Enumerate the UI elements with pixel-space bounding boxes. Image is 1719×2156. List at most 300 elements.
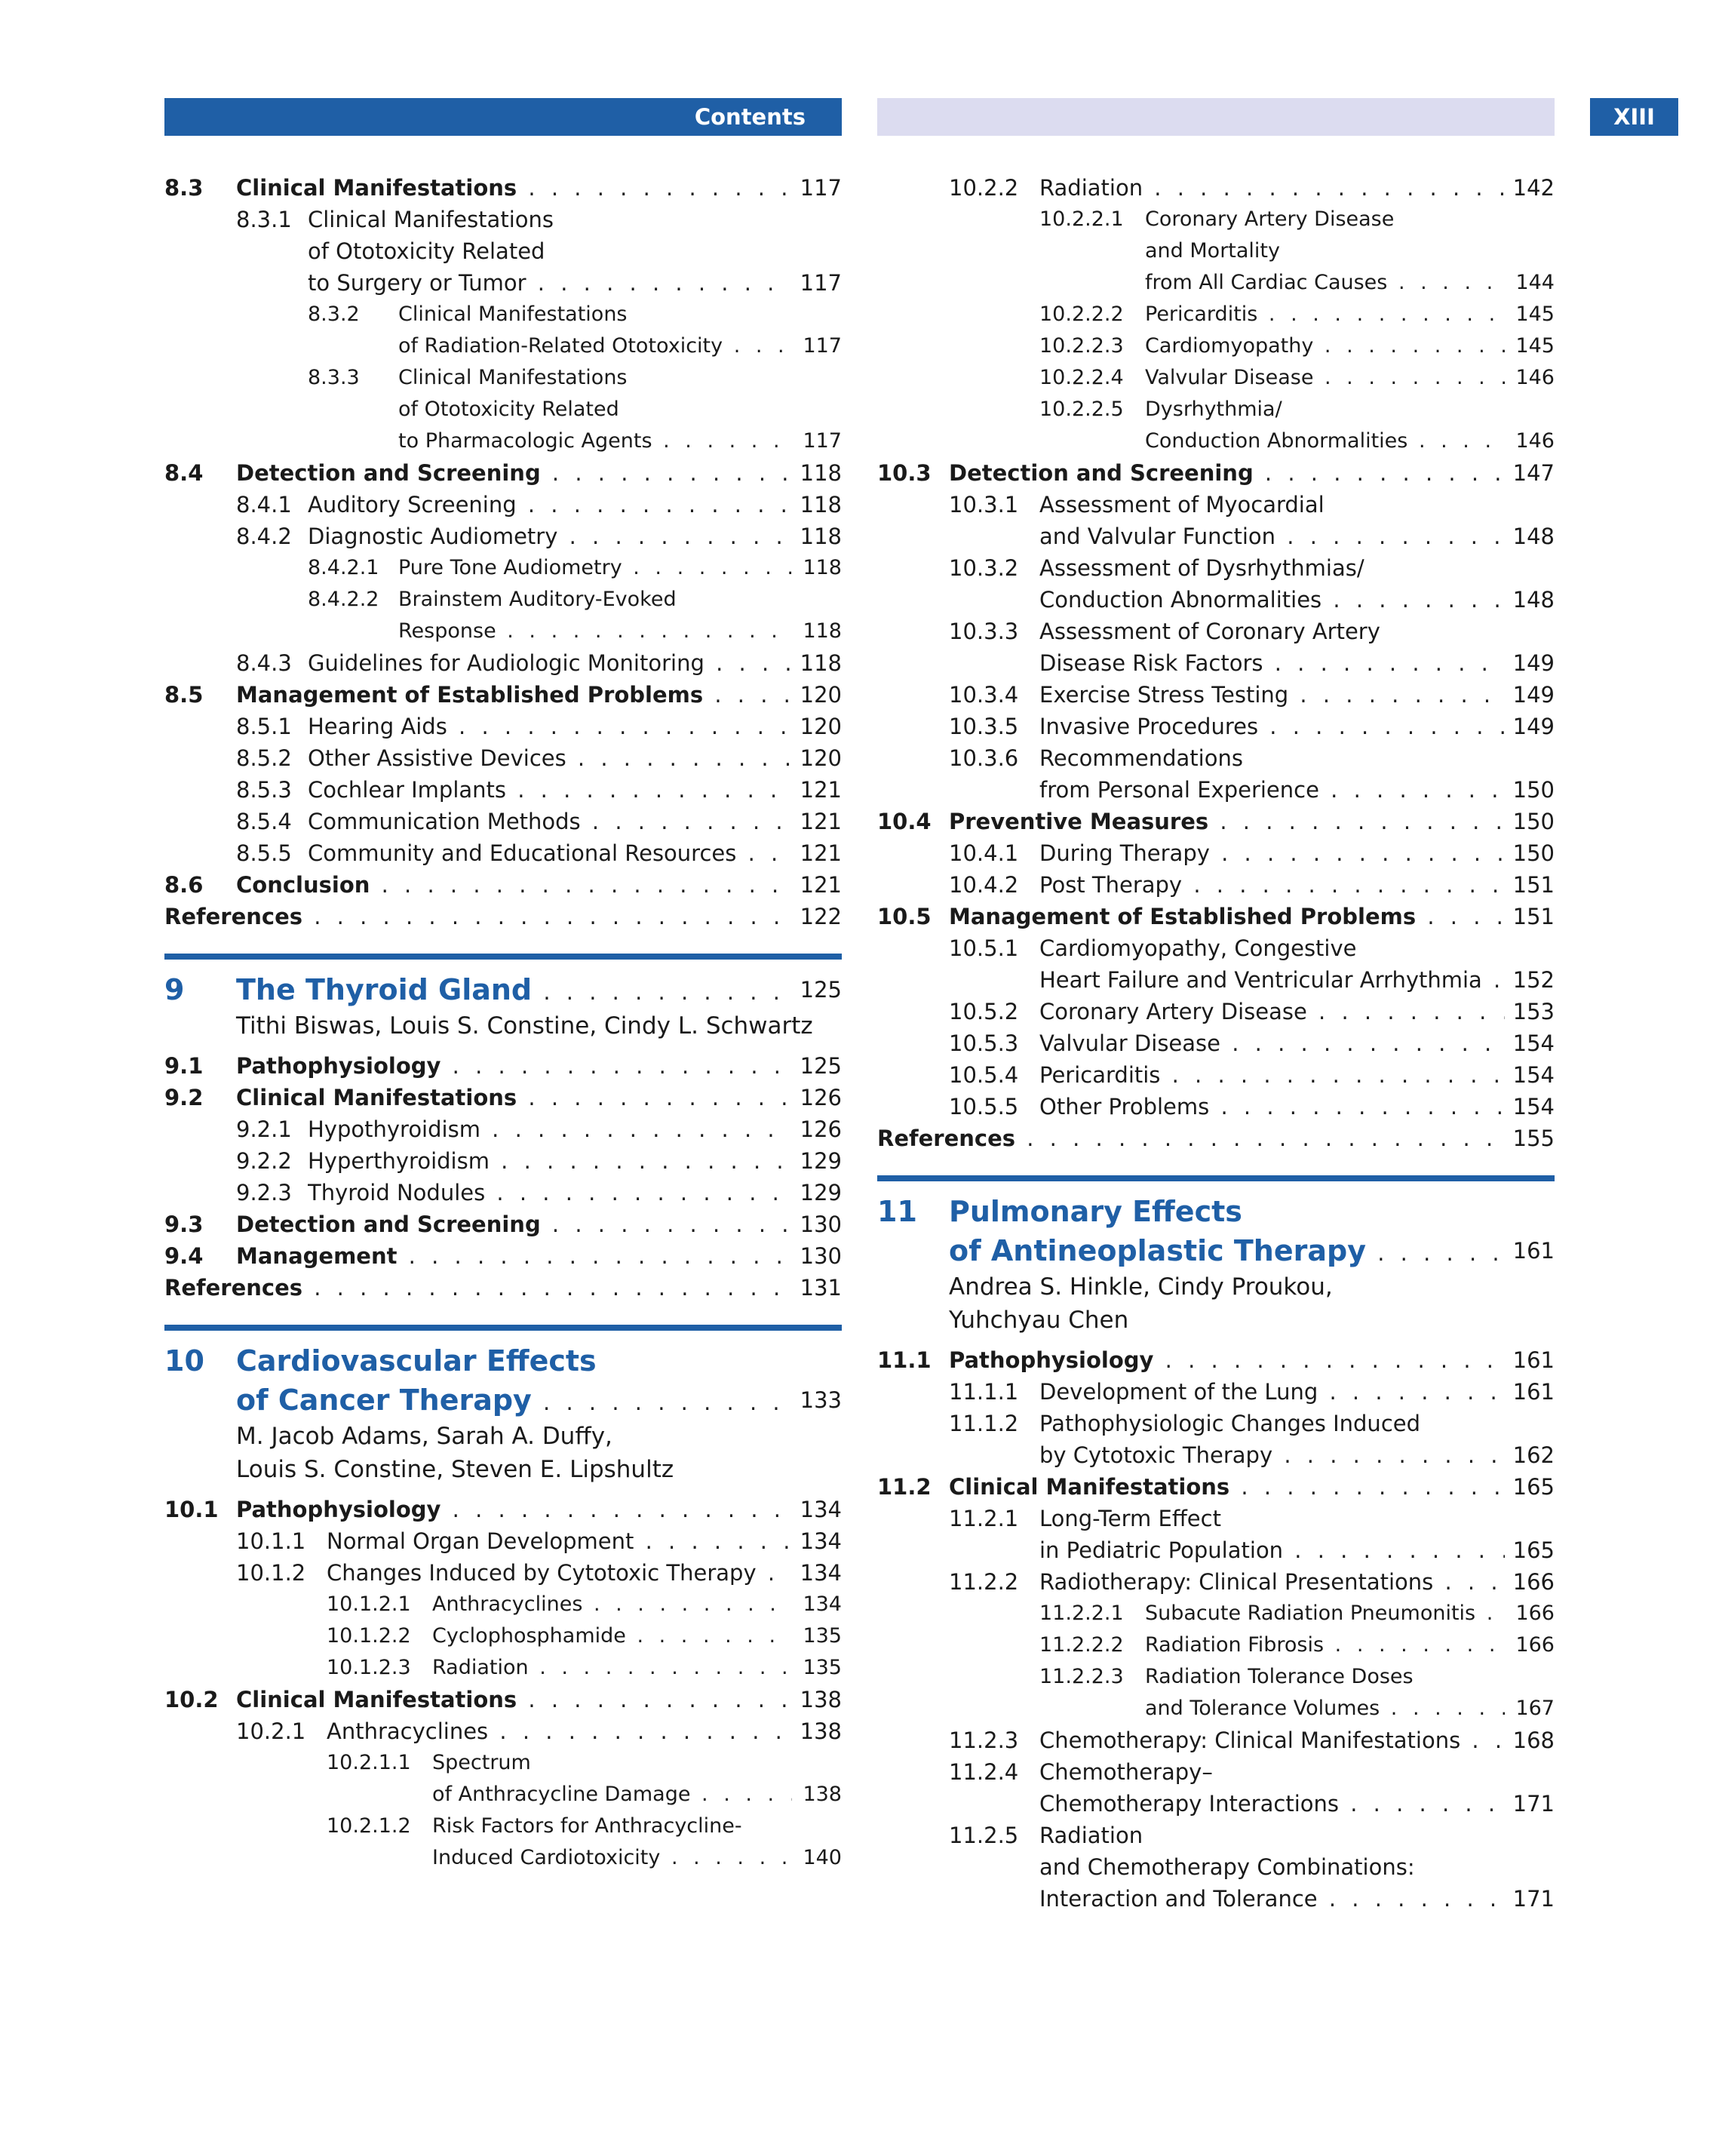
toc-entry[interactable]	[877, 1661, 1555, 1693]
toc-entry[interactable]	[877, 172, 1555, 204]
entry-number: 10.3.3	[949, 619, 1019, 644]
entry-number: 10.3.1	[949, 492, 1019, 518]
entry-title: Pathophysiology . . .	[949, 1344, 1555, 1376]
entry-page: 121	[792, 869, 842, 901]
entry-page: 154	[1505, 1091, 1555, 1123]
entry-page: 118	[792, 647, 842, 679]
entry-page: 149	[1505, 679, 1555, 711]
entry-number: 10.5.3	[949, 1030, 1019, 1056]
toc-entry[interactable]	[877, 1566, 1555, 1598]
toc-entry[interactable]	[877, 394, 1555, 425]
entry-page: 134	[792, 1525, 842, 1557]
spacer	[164, 1486, 842, 1494]
entry-page: 118	[792, 489, 842, 521]
entry-page: 138	[792, 1684, 842, 1715]
entry-title: Conclusion . . .	[236, 869, 842, 901]
entry-page: 134	[792, 1494, 842, 1525]
entry-page: 154	[1505, 1027, 1555, 1059]
toc-entry[interactable]	[164, 616, 842, 647]
entry-number: 9.2.2	[236, 1148, 292, 1174]
entry-page: 138	[792, 1715, 842, 1747]
toc-entry[interactable]	[877, 362, 1555, 394]
entry-page: 151	[1505, 869, 1555, 901]
entry-page: 140	[792, 1842, 842, 1874]
toc-entry[interactable]	[164, 1050, 842, 1082]
entry-number: 9.4	[164, 1243, 204, 1269]
toc-entry[interactable]	[877, 1091, 1555, 1123]
entry-page: 155	[1505, 1123, 1555, 1154]
entry-title: Risk Factors for Anthracycline-	[432, 1814, 742, 1838]
entry-title: Community and Educational Resources . . .	[308, 837, 842, 869]
entry-title: References . . .	[164, 1272, 842, 1304]
entry-page: 166	[1505, 1598, 1555, 1629]
toc-entry[interactable]	[164, 1747, 842, 1779]
entry-number: 10.1.2.3	[327, 1656, 411, 1679]
toc-entry[interactable]	[877, 584, 1555, 616]
toc-entry[interactable]	[877, 1439, 1555, 1471]
entry-page: 162	[1505, 1439, 1555, 1471]
entry-page: 120	[792, 679, 842, 711]
entry-number: 8.4	[164, 460, 204, 486]
toc-entry[interactable]	[164, 1082, 842, 1113]
toc-entry[interactable]	[164, 1810, 842, 1842]
entry-title: Other Assistive Devices . . .	[308, 742, 842, 774]
entry-number: 10.4.1	[949, 840, 1019, 866]
entry-number: 10.3.4	[949, 682, 1019, 708]
chapter-title[interactable]: The Thyroid Gland . . .	[236, 970, 842, 1009]
toc-entry[interactable]	[877, 235, 1555, 267]
entry-title: Valvular Disease . . .	[1145, 362, 1555, 394]
toc-entry[interactable]	[877, 267, 1555, 299]
entry-page: 166	[1505, 1629, 1555, 1661]
chapter-page: 133	[792, 1381, 842, 1420]
toc-entry[interactable]	[877, 1471, 1555, 1503]
toc-entry[interactable]	[877, 616, 1555, 647]
chapter-authors: Yuhchyau Chen	[949, 1307, 1129, 1334]
entry-page: 145	[1505, 330, 1555, 362]
toc-entry[interactable]	[877, 1788, 1555, 1820]
toc-entry[interactable]	[877, 1344, 1555, 1376]
toc-entry[interactable]	[164, 1145, 842, 1177]
entry-title: from All Cardiac Causes . . .	[1145, 267, 1555, 299]
entry-page: 120	[792, 711, 842, 742]
toc-column-right	[877, 172, 1555, 1915]
toc-entry[interactable]	[877, 774, 1555, 806]
toc-entry[interactable]	[877, 457, 1555, 489]
toc-entry[interactable]	[164, 1113, 842, 1145]
entry-title: Hearing Aids . . .	[308, 711, 842, 742]
entry-title: Clinical Manifestations . . .	[236, 1684, 842, 1715]
entry-title: Cochlear Implants . . .	[308, 774, 842, 806]
entry-title: in Pediatric Population . . .	[1039, 1534, 1555, 1566]
entry-title: Assessment of Myocardial	[1039, 492, 1325, 518]
entry-title: Clinical Manifestations	[398, 303, 628, 326]
entry-page: 118	[792, 616, 842, 647]
entry-title: Chemotherapy Interactions . . .	[1039, 1788, 1555, 1820]
chapter-title[interactable]: of Antineoplastic Therapy . . .	[949, 1231, 1555, 1270]
entry-number: 8.4.1	[236, 492, 292, 518]
toc-entry[interactable]	[877, 1376, 1555, 1408]
chapter-title-row	[164, 1341, 842, 1381]
entry-title: to Surgery or Tumor . . .	[308, 267, 842, 299]
toc-entry[interactable]	[164, 1557, 842, 1589]
entry-number: 8.4.2.2	[308, 588, 379, 611]
toc-entry[interactable]	[877, 1598, 1555, 1629]
entry-title: of Ototoxicity Related	[308, 238, 545, 264]
toc-entry[interactable]	[877, 996, 1555, 1027]
toc-entry[interactable]	[164, 584, 842, 616]
chapter-number: 11	[877, 1195, 917, 1228]
toc-entry[interactable]	[164, 869, 842, 901]
chapter-authors: Andrea S. Hinkle, Cindy Proukou,	[949, 1273, 1333, 1301]
entry-number: 11.1.2	[949, 1411, 1019, 1436]
entry-page: 117	[792, 330, 842, 362]
entry-number: 10.2	[164, 1687, 219, 1712]
toc-entry[interactable]	[877, 932, 1555, 964]
entry-number: 10.5	[877, 904, 932, 929]
page-number: XIII	[1613, 104, 1655, 130]
entry-page: 171	[1505, 1883, 1555, 1915]
entry-number: 10.4.2	[949, 872, 1019, 898]
entry-page: 166	[1505, 1566, 1555, 1598]
toc-entry[interactable]	[877, 742, 1555, 774]
entry-page: 121	[792, 806, 842, 837]
toc-entry[interactable]	[877, 1059, 1555, 1091]
entry-page: 165	[1505, 1534, 1555, 1566]
header-band-light	[877, 98, 1555, 136]
entry-page: 161	[1505, 1376, 1555, 1408]
toc-entry[interactable]	[164, 204, 842, 235]
toc-entry[interactable]	[877, 1883, 1555, 1915]
entry-page: 146	[1505, 362, 1555, 394]
entry-page: 118	[792, 521, 842, 552]
toc-entry[interactable]	[164, 1177, 842, 1209]
entry-page: 135	[792, 1652, 842, 1684]
entry-page: 125	[792, 1050, 842, 1082]
entry-number: 9.3	[164, 1212, 204, 1237]
entry-number: 8.5.1	[236, 714, 292, 739]
toc-entry[interactable]	[877, 901, 1555, 932]
entry-number: 10.1.2.1	[327, 1592, 411, 1616]
entry-title: Development of the Lung . . .	[1039, 1376, 1555, 1408]
toc-entry[interactable]	[877, 647, 1555, 679]
entry-page: 122	[792, 901, 842, 932]
chapter-page: 125	[792, 970, 842, 1009]
entry-number: 8.3.1	[236, 207, 292, 232]
entry-number: 10.3.5	[949, 714, 1019, 739]
entry-number: 11.1	[877, 1347, 932, 1373]
chapter-10	[164, 1325, 842, 1494]
entry-title: Subacute Radiation Pneumonitis . . .	[1145, 1598, 1555, 1629]
entry-page: 126	[792, 1113, 842, 1145]
entry-title: Thyroid Nodules . . .	[308, 1177, 842, 1209]
toc-entry[interactable]	[877, 330, 1555, 362]
entry-title: Radiotherapy: Clinical Presentations . . .	[1039, 1566, 1555, 1598]
toc-entry[interactable]	[877, 204, 1555, 235]
entry-number: 10.4	[877, 809, 932, 834]
toc-entry[interactable]	[877, 1820, 1555, 1851]
toc-entry[interactable]	[164, 552, 842, 584]
entry-number: 8.5.4	[236, 809, 292, 834]
entry-page: 152	[1505, 964, 1555, 996]
entry-number: 8.5.2	[236, 745, 292, 771]
entry-title: Coronary Artery Disease . . .	[1039, 996, 1555, 1027]
toc-entry[interactable]	[164, 394, 842, 425]
entry-title: Pericarditis . . .	[1145, 299, 1555, 330]
entry-title: Dysrhythmia/	[1145, 398, 1282, 421]
toc-entry[interactable]	[164, 806, 842, 837]
toc-entry[interactable]	[877, 1408, 1555, 1439]
entry-number: 10.5.1	[949, 935, 1019, 961]
entry-title: Pericarditis . . .	[1039, 1059, 1555, 1091]
toc-entry[interactable]	[164, 1240, 842, 1272]
entry-title: Detection and Screening . . .	[949, 457, 1555, 489]
entry-page: 142	[1505, 172, 1555, 204]
toc-entry[interactable]	[164, 742, 842, 774]
entry-title: Normal Organ Development . . .	[327, 1525, 842, 1557]
entry-page: 130	[792, 1209, 842, 1240]
entry-page: 117	[792, 172, 842, 204]
entry-page: 129	[792, 1145, 842, 1177]
entry-title: Brainstem Auditory-Evoked	[398, 588, 677, 611]
entry-page: 149	[1505, 711, 1555, 742]
toc-entry[interactable]	[164, 711, 842, 742]
entry-page: 151	[1505, 901, 1555, 932]
entry-title: Induced Cardiotoxicity . . .	[432, 1842, 842, 1874]
toc-entry[interactable]	[877, 1123, 1555, 1154]
toc-entry[interactable]	[877, 1629, 1555, 1661]
entry-number: 11.2.4	[949, 1759, 1019, 1785]
contents-header-band	[164, 98, 842, 136]
entry-title: Hypothyroidism . . .	[308, 1113, 842, 1145]
entry-number: 8.3	[164, 175, 204, 201]
entry-number: 10.1.2.2	[327, 1624, 411, 1648]
entry-page: 149	[1505, 647, 1555, 679]
toc-entry[interactable]	[164, 489, 842, 521]
entry-title: Preventive Measures . . .	[949, 806, 1555, 837]
toc-entry[interactable]	[877, 1027, 1555, 1059]
entry-title: Radiation . . .	[1039, 172, 1555, 204]
toc-entry[interactable]	[164, 299, 842, 330]
entry-title: Cardiomyopathy, Congestive	[1039, 935, 1357, 961]
entry-number: 10.2.2.2	[1039, 303, 1124, 326]
entry-title: Pathophysiology . . .	[236, 1050, 842, 1082]
entry-number: 10.1.1	[236, 1528, 306, 1554]
entry-title: Anthracyclines . . .	[327, 1715, 842, 1747]
toc-entry[interactable]	[877, 425, 1555, 457]
entry-number: 9.2.1	[236, 1116, 292, 1142]
toc-entry[interactable]	[164, 330, 842, 362]
toc-entry[interactable]	[164, 172, 842, 204]
toc-entry[interactable]	[164, 1272, 842, 1304]
chapter-title-row	[164, 970, 842, 1009]
entry-number: 10.2.2.3	[1039, 334, 1124, 358]
toc-entry[interactable]	[877, 679, 1555, 711]
entry-page: 165	[1505, 1471, 1555, 1503]
spacer	[877, 1337, 1555, 1344]
chapter-11	[877, 1175, 1555, 1344]
entry-number: 8.3.3	[308, 366, 360, 389]
chapter-title[interactable]: Cardiovascular Effects	[236, 1344, 597, 1377]
entry-page: 145	[1505, 299, 1555, 330]
entry-title: Spectrum	[432, 1751, 531, 1774]
toc-entry[interactable]	[877, 489, 1555, 521]
chapter-number: 9	[164, 973, 185, 1006]
toc-entry[interactable]	[164, 1494, 842, 1525]
toc-entry[interactable]	[164, 679, 842, 711]
page-number-tab	[1590, 98, 1678, 136]
entry-title: Detection and Screening . . .	[236, 457, 842, 489]
entry-title: of Ototoxicity Related	[398, 398, 619, 421]
toc-entry[interactable]	[877, 837, 1555, 869]
entry-title: by Cytotoxic Therapy . . .	[1039, 1439, 1555, 1471]
entry-number: 11.2.2.2	[1039, 1633, 1124, 1657]
entry-page: 117	[792, 425, 842, 457]
entry-number: 10.3.2	[949, 555, 1019, 581]
entry-number: 10.5.4	[949, 1062, 1019, 1088]
toc-entry[interactable]	[877, 552, 1555, 584]
entry-number: 10.2.1.1	[327, 1751, 411, 1774]
chapter-title-row	[164, 1381, 842, 1420]
entry-page: 150	[1505, 806, 1555, 837]
entry-title: Response . . .	[398, 616, 842, 647]
entry-number: 9.1	[164, 1053, 204, 1079]
entry-title: Diagnostic Audiometry . . .	[308, 521, 842, 552]
toc-entry[interactable]	[877, 1503, 1555, 1534]
toc-entry[interactable]	[164, 1589, 842, 1620]
entry-number: 11.2.2.1	[1039, 1602, 1124, 1625]
entry-page: 153	[1505, 996, 1555, 1027]
entry-title: Cyclophosphamide . . .	[432, 1620, 842, 1652]
entry-number: 11.2	[877, 1474, 932, 1500]
entry-page: 150	[1505, 837, 1555, 869]
entry-number: 8.6	[164, 872, 204, 898]
entry-title: Radiation Fibrosis . . .	[1145, 1629, 1555, 1661]
entry-page: 167	[1505, 1693, 1555, 1724]
toc-entry[interactable]	[877, 1693, 1555, 1724]
toc-entry[interactable]	[877, 964, 1555, 996]
toc-entry[interactable]	[164, 837, 842, 869]
toc-entry[interactable]	[164, 1779, 842, 1810]
toc-entry[interactable]	[877, 521, 1555, 552]
entry-page: 130	[792, 1240, 842, 1272]
entry-title: Management of Established Problems . . .	[949, 901, 1555, 932]
chapter-title[interactable]: of Cancer Therapy . . .	[236, 1381, 842, 1420]
entry-title: Other Problems . . .	[1039, 1091, 1555, 1123]
entry-title: of Radiation-Related Ototoxicity . . .	[398, 330, 842, 362]
toc-entry[interactable]	[877, 806, 1555, 837]
entry-page: 147	[1505, 457, 1555, 489]
entry-page: 120	[792, 742, 842, 774]
toc-entry[interactable]	[877, 1756, 1555, 1788]
toc-entry[interactable]	[164, 1652, 842, 1684]
entry-page: 161	[1505, 1344, 1555, 1376]
toc-entry[interactable]	[164, 521, 842, 552]
entry-number: 10.2.2	[949, 175, 1019, 201]
toc-entry[interactable]	[877, 869, 1555, 901]
toc-entry[interactable]	[164, 774, 842, 806]
entry-title: Invasive Procedures . . .	[1039, 711, 1555, 742]
toc-entry[interactable]	[164, 1842, 842, 1874]
entry-title: Radiation Tolerance Doses	[1145, 1665, 1414, 1688]
entry-title: Auditory Screening . . .	[308, 489, 842, 521]
chapter-9	[164, 954, 842, 1050]
entry-page: 134	[792, 1589, 842, 1620]
entry-number: 11.2.2	[949, 1569, 1019, 1595]
entry-title: Pure Tone Audiometry . . .	[398, 552, 842, 584]
entry-number: 11.2.5	[949, 1823, 1019, 1848]
entry-number: 10.5.2	[949, 999, 1019, 1024]
entry-page: 118	[792, 552, 842, 584]
entry-title: Detection and Screening . . .	[236, 1209, 842, 1240]
entry-title: Assessment of Coronary Artery	[1039, 619, 1380, 644]
entry-title: Valvular Disease . . .	[1039, 1027, 1555, 1059]
toc-entry[interactable]	[877, 711, 1555, 742]
toc-entry[interactable]	[164, 267, 842, 299]
entry-page: 134	[792, 1557, 842, 1589]
entry-number: 10.1.2	[236, 1560, 306, 1586]
entry-title: During Therapy . . .	[1039, 837, 1555, 869]
entry-title: Assessment of Dysrhythmias/	[1039, 555, 1364, 581]
entry-title: References . . .	[164, 901, 842, 932]
entry-page: 168	[1505, 1724, 1555, 1756]
spacer	[164, 1043, 842, 1050]
entry-title: Clinical Manifestations . . .	[236, 172, 842, 204]
entry-page: 144	[1505, 267, 1555, 299]
entry-page: 117	[792, 267, 842, 299]
toc-entry[interactable]	[164, 647, 842, 679]
entry-number: 10.1	[164, 1497, 219, 1522]
entry-number: 10.5.5	[949, 1094, 1019, 1119]
toc-entry[interactable]	[164, 901, 842, 932]
entry-page: 129	[792, 1177, 842, 1209]
entry-title: to Pharmacologic Agents . . .	[398, 425, 842, 457]
entry-page: 148	[1505, 521, 1555, 552]
toc-entry[interactable]	[877, 1724, 1555, 1756]
toc-entry[interactable]	[877, 299, 1555, 330]
entry-number: 10.2.2.1	[1039, 207, 1124, 231]
toc-entry[interactable]	[877, 1851, 1555, 1883]
toc-entry[interactable]	[164, 1715, 842, 1747]
entry-title: and Tolerance Volumes . . .	[1145, 1693, 1555, 1724]
entry-number: 8.4.2.1	[308, 556, 379, 579]
toc-entry[interactable]	[164, 362, 842, 394]
entry-page: 118	[792, 457, 842, 489]
chapter-title[interactable]: Pulmonary Effects	[949, 1195, 1242, 1228]
entry-number: 11.2.1	[949, 1506, 1019, 1531]
entry-title: Clinical Manifestations . . .	[236, 1082, 842, 1113]
toc-entry[interactable]	[164, 235, 842, 267]
toc-entry[interactable]	[164, 457, 842, 489]
entry-title: Chemotherapy: Clinical Manifestations . . .	[1039, 1724, 1555, 1756]
entry-title: Cardiomyopathy . . .	[1145, 330, 1555, 362]
chapter-page: 161	[1505, 1231, 1555, 1270]
toc-entry[interactable]	[877, 1534, 1555, 1566]
entry-title: Disease Risk Factors . . .	[1039, 647, 1555, 679]
toc-entry[interactable]	[164, 1620, 842, 1652]
toc-entry[interactable]	[164, 1209, 842, 1240]
entry-number: 10.2.1	[236, 1718, 306, 1744]
entry-title: and Valvular Function . . .	[1039, 521, 1555, 552]
section-label: Contents	[694, 104, 806, 130]
entry-number: 10.2.2.5	[1039, 398, 1124, 421]
toc-entry[interactable]	[164, 1525, 842, 1557]
entry-number: 8.3.2	[308, 303, 360, 326]
entry-title: Guidelines for Audiologic Monitoring . . .	[308, 647, 842, 679]
entry-page: 135	[792, 1620, 842, 1652]
toc-entry[interactable]	[164, 425, 842, 457]
toc-entry[interactable]	[164, 1684, 842, 1715]
